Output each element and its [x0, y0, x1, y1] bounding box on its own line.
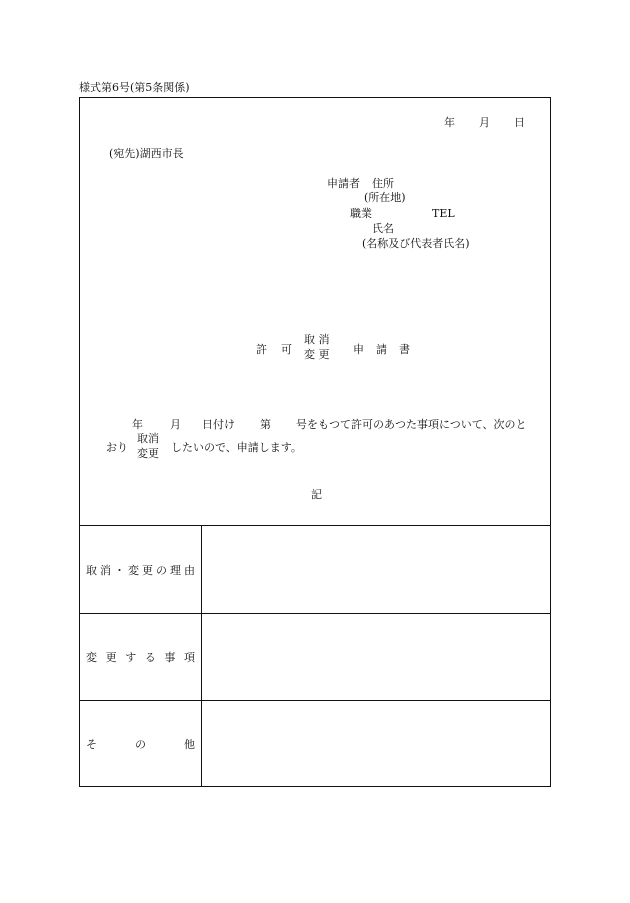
address-sub-label: (所在地) [364, 191, 406, 204]
other-value-field[interactable] [202, 701, 550, 786]
row-label-char: 由 [184, 563, 195, 577]
row-label-char: そ [86, 737, 97, 751]
date-month-label: 月 [479, 116, 490, 129]
row-label-reason [80, 526, 202, 613]
reason-value-field[interactable] [202, 526, 550, 613]
row-label-char: の [135, 737, 146, 751]
title-char: 許 [256, 343, 267, 356]
row-label-char: 項 [183, 651, 195, 664]
changes-value-field[interactable] [202, 614, 550, 700]
title-char: 書 [399, 343, 410, 356]
row-label-char: 取 [86, 563, 97, 577]
row-label-char: 消 [100, 563, 111, 577]
body-number-prefix: 第 [260, 418, 271, 431]
title-option-change: 変 更 [304, 347, 330, 361]
body-month: 月 [170, 418, 181, 431]
date-year-label: 年 [444, 116, 455, 129]
body-line2-rest: したいので、申請します。 [171, 441, 302, 454]
row-label-other [80, 701, 202, 786]
row-label-char: 他 [184, 737, 195, 751]
tel-label: TEL [432, 207, 455, 220]
row-label-char: 変 [128, 563, 139, 577]
row-label-char: 更 [105, 651, 117, 664]
body-option-cancel: 取消 [137, 432, 159, 445]
name-label: 氏名 [372, 222, 394, 235]
body-line2-start: おり [106, 441, 128, 454]
body-option-stack [137, 432, 159, 462]
body-year: 年 [132, 418, 143, 431]
occupation-label: 職業 [350, 207, 372, 220]
row-label-char: る [144, 651, 156, 664]
applicant-label: 申請者 [327, 177, 360, 190]
title-option-cancel: 取 消 [304, 333, 330, 346]
form-number-label: 様式第6号(第5条関係) [79, 81, 190, 94]
title-char: 申 [353, 343, 364, 356]
row-label-char: 変 [86, 651, 97, 664]
table-row-changes [80, 614, 550, 701]
row-label-char: 理 [170, 563, 181, 577]
application-form-frame [79, 97, 551, 787]
name-sub-label: (名称及び代表者氏名) [362, 237, 470, 250]
table-row-reason [80, 526, 550, 614]
table-row-other [80, 701, 550, 786]
body-dated: 日付け [202, 418, 235, 431]
date-day-label: 日 [514, 116, 525, 129]
row-label-char: の [156, 563, 167, 577]
row-label-char: 事 [164, 651, 176, 664]
body-line1-rest: 号をもつて許可のあつた事項について、次のと [296, 418, 527, 431]
addressee: (宛先)湖西市長 [109, 147, 184, 160]
row-label-char: ・ [114, 563, 125, 577]
address-label: 住所 [372, 177, 394, 190]
row-label-char: す [125, 651, 137, 664]
form-header-section [80, 98, 550, 526]
body-option-change: 変更 [137, 446, 159, 460]
title-char: 請 [376, 343, 387, 356]
row-label-char: 更 [142, 563, 153, 577]
title-option-stack [304, 333, 330, 363]
ki-label: 記 [311, 488, 322, 501]
row-label-changes [80, 614, 202, 700]
title-char: 可 [281, 343, 292, 356]
